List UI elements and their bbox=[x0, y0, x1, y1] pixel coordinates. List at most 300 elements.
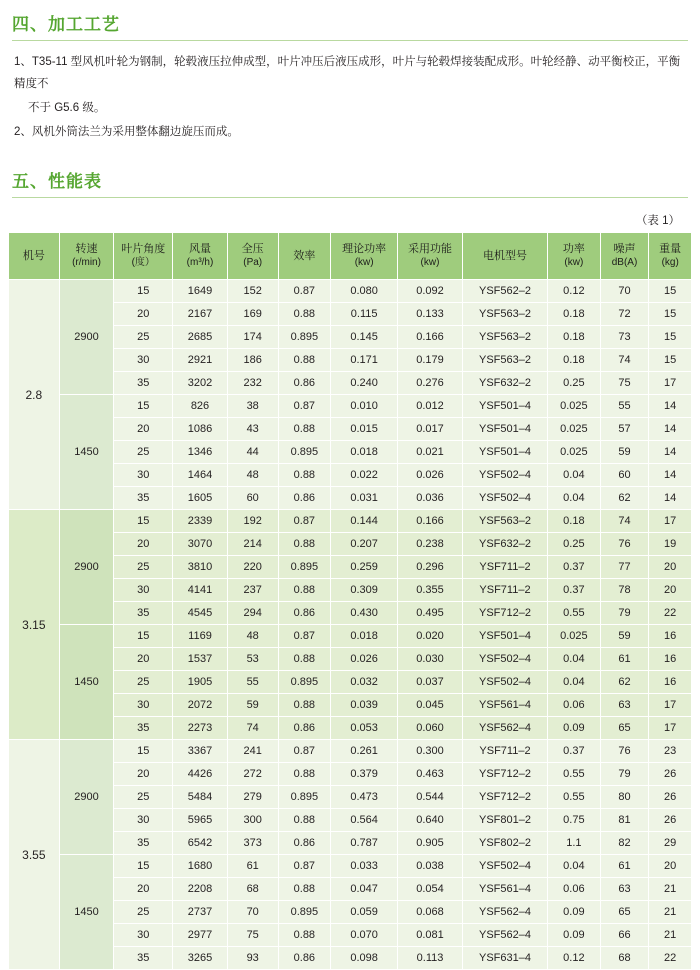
cell-theoretical-power: 0.022 bbox=[331, 464, 398, 487]
cell-rpm: 2900 bbox=[59, 510, 114, 625]
cell-flow: 826 bbox=[173, 395, 228, 418]
cell-theoretical-power: 0.031 bbox=[331, 487, 398, 510]
cell-weight: 26 bbox=[649, 809, 692, 832]
cell-blade-angle: 25 bbox=[114, 326, 173, 349]
cell-blade-angle: 30 bbox=[114, 349, 173, 372]
cell-pressure: 68 bbox=[227, 878, 278, 901]
cell-flow: 3810 bbox=[173, 556, 228, 579]
cell-flow: 1649 bbox=[173, 280, 228, 303]
cell-flow: 2977 bbox=[173, 924, 228, 947]
cell-power: 0.025 bbox=[548, 395, 601, 418]
cell-theoretical-power: 0.171 bbox=[331, 349, 398, 372]
cell-weight: 17 bbox=[649, 717, 692, 740]
cell-theoretical-power: 0.059 bbox=[331, 901, 398, 924]
cell-blade-angle: 15 bbox=[114, 625, 173, 648]
cell-theoretical-power: 0.026 bbox=[331, 648, 398, 671]
cell-adopted-power: 0.355 bbox=[398, 579, 463, 602]
col-header-flow: 风量 (m³/h) bbox=[173, 233, 228, 280]
col-header-theoretical-power: 理论功率 (kw) bbox=[331, 233, 398, 280]
cell-pressure: 60 bbox=[227, 487, 278, 510]
cell-noise: 80 bbox=[600, 786, 649, 809]
cell-pressure: 169 bbox=[227, 303, 278, 326]
cell-motor-model: YSF712–2 bbox=[462, 763, 547, 786]
cell-motor-model: YSF502–4 bbox=[462, 487, 547, 510]
cell-motor-model: YSF562–4 bbox=[462, 717, 547, 740]
cell-pressure: 220 bbox=[227, 556, 278, 579]
cell-adopted-power: 0.544 bbox=[398, 786, 463, 809]
cell-flow: 1605 bbox=[173, 487, 228, 510]
cell-theoretical-power: 0.015 bbox=[331, 418, 398, 441]
cell-motor-model: YSF561–4 bbox=[462, 878, 547, 901]
cell-motor-model: YSF711–2 bbox=[462, 579, 547, 602]
cell-adopted-power: 0.020 bbox=[398, 625, 463, 648]
cell-motor-model: YSF561–4 bbox=[462, 694, 547, 717]
cell-pressure: 272 bbox=[227, 763, 278, 786]
cell-adopted-power: 0.463 bbox=[398, 763, 463, 786]
cell-blade-angle: 35 bbox=[114, 947, 173, 970]
cell-weight: 22 bbox=[649, 602, 692, 625]
table-header bbox=[9, 233, 692, 280]
cell-power: 0.18 bbox=[548, 303, 601, 326]
cell-blade-angle: 25 bbox=[114, 556, 173, 579]
cell-flow: 3070 bbox=[173, 533, 228, 556]
cell-pressure: 48 bbox=[227, 625, 278, 648]
table-row bbox=[9, 395, 692, 418]
cell-pressure: 59 bbox=[227, 694, 278, 717]
cell-theoretical-power: 0.145 bbox=[331, 326, 398, 349]
cell-rpm: 1450 bbox=[59, 625, 114, 740]
cell-power: 0.04 bbox=[548, 671, 601, 694]
cell-adopted-power: 0.296 bbox=[398, 556, 463, 579]
cell-noise: 75 bbox=[600, 372, 649, 395]
cell-adopted-power: 0.238 bbox=[398, 533, 463, 556]
cell-power: 0.025 bbox=[548, 418, 601, 441]
cell-pressure: 300 bbox=[227, 809, 278, 832]
cell-efficiency: 0.88 bbox=[278, 418, 331, 441]
cell-blade-angle: 20 bbox=[114, 648, 173, 671]
cell-noise: 60 bbox=[600, 464, 649, 487]
cell-noise: 57 bbox=[600, 418, 649, 441]
cell-adopted-power: 0.276 bbox=[398, 372, 463, 395]
cell-blade-angle: 15 bbox=[114, 280, 173, 303]
cell-blade-angle: 25 bbox=[114, 901, 173, 924]
cell-power: 0.18 bbox=[548, 510, 601, 533]
cell-theoretical-power: 0.053 bbox=[331, 717, 398, 740]
cell-adopted-power: 0.068 bbox=[398, 901, 463, 924]
cell-pressure: 232 bbox=[227, 372, 278, 395]
cell-noise: 82 bbox=[600, 832, 649, 855]
cell-noise: 70 bbox=[600, 280, 649, 303]
cell-noise: 81 bbox=[600, 809, 649, 832]
cell-power: 0.09 bbox=[548, 924, 601, 947]
cell-motor-model: YSF711–2 bbox=[462, 556, 547, 579]
cell-theoretical-power: 0.033 bbox=[331, 855, 398, 878]
cell-noise: 65 bbox=[600, 901, 649, 924]
cell-flow: 2339 bbox=[173, 510, 228, 533]
cell-pressure: 152 bbox=[227, 280, 278, 303]
cell-blade-angle: 20 bbox=[114, 303, 173, 326]
cell-flow: 3265 bbox=[173, 947, 228, 970]
cell-weight: 15 bbox=[649, 349, 692, 372]
cell-pressure: 241 bbox=[227, 740, 278, 763]
cell-power: 0.37 bbox=[548, 740, 601, 763]
cell-flow: 1905 bbox=[173, 671, 228, 694]
cell-adopted-power: 0.081 bbox=[398, 924, 463, 947]
cell-noise: 65 bbox=[600, 717, 649, 740]
table-row bbox=[9, 510, 692, 533]
cell-motor-model: YSF801–2 bbox=[462, 809, 547, 832]
cell-model: 3.15 bbox=[9, 510, 60, 740]
cell-noise: 61 bbox=[600, 648, 649, 671]
cell-efficiency: 0.88 bbox=[278, 533, 331, 556]
cell-motor-model: YSF632–2 bbox=[462, 372, 547, 395]
cell-theoretical-power: 0.309 bbox=[331, 579, 398, 602]
cell-motor-model: YSF502–4 bbox=[462, 855, 547, 878]
cell-power: 0.18 bbox=[548, 349, 601, 372]
cell-efficiency: 0.86 bbox=[278, 602, 331, 625]
cell-weight: 29 bbox=[649, 832, 692, 855]
cell-rpm: 2900 bbox=[59, 740, 114, 855]
cell-noise: 72 bbox=[600, 303, 649, 326]
cell-flow: 2167 bbox=[173, 303, 228, 326]
cell-weight: 14 bbox=[649, 418, 692, 441]
cell-adopted-power: 0.037 bbox=[398, 671, 463, 694]
cell-power: 0.37 bbox=[548, 579, 601, 602]
cell-blade-angle: 35 bbox=[114, 832, 173, 855]
cell-theoretical-power: 0.080 bbox=[331, 280, 398, 303]
cell-flow: 4426 bbox=[173, 763, 228, 786]
cell-weight: 15 bbox=[649, 303, 692, 326]
cell-blade-angle: 25 bbox=[114, 786, 173, 809]
cell-theoretical-power: 0.070 bbox=[331, 924, 398, 947]
cell-efficiency: 0.86 bbox=[278, 717, 331, 740]
cell-power: 0.55 bbox=[548, 786, 601, 809]
cell-adopted-power: 0.030 bbox=[398, 648, 463, 671]
cell-flow: 2921 bbox=[173, 349, 228, 372]
cell-theoretical-power: 0.473 bbox=[331, 786, 398, 809]
cell-pressure: 279 bbox=[227, 786, 278, 809]
cell-weight: 22 bbox=[649, 947, 692, 970]
cell-efficiency: 0.86 bbox=[278, 947, 331, 970]
cell-efficiency: 0.87 bbox=[278, 740, 331, 763]
cell-noise: 79 bbox=[600, 763, 649, 786]
cell-weight: 26 bbox=[649, 763, 692, 786]
cell-power: 0.09 bbox=[548, 901, 601, 924]
col-header-rpm: 转速 (r/min) bbox=[59, 233, 114, 280]
table-row bbox=[9, 280, 692, 303]
cell-adopted-power: 0.166 bbox=[398, 510, 463, 533]
cell-power: 0.55 bbox=[548, 602, 601, 625]
cell-flow: 2208 bbox=[173, 878, 228, 901]
cell-efficiency: 0.86 bbox=[278, 832, 331, 855]
cell-flow: 1169 bbox=[173, 625, 228, 648]
cell-weight: 19 bbox=[649, 533, 692, 556]
cell-weight: 16 bbox=[649, 671, 692, 694]
cell-theoretical-power: 0.564 bbox=[331, 809, 398, 832]
cell-motor-model: YSF631–4 bbox=[462, 947, 547, 970]
cell-power: 0.18 bbox=[548, 326, 601, 349]
cell-weight: 14 bbox=[649, 464, 692, 487]
col-header-motor-model: 电机型号 bbox=[462, 233, 547, 280]
cell-weight: 17 bbox=[649, 510, 692, 533]
cell-motor-model: YSF501–4 bbox=[462, 625, 547, 648]
paragraph-1-continued: 不于 G5.6 级。 bbox=[28, 102, 106, 114]
cell-theoretical-power: 0.047 bbox=[331, 878, 398, 901]
cell-weight: 20 bbox=[649, 855, 692, 878]
cell-power: 0.25 bbox=[548, 372, 601, 395]
cell-flow: 1346 bbox=[173, 441, 228, 464]
cell-blade-angle: 20 bbox=[114, 878, 173, 901]
cell-efficiency: 0.895 bbox=[278, 901, 331, 924]
cell-adopted-power: 0.026 bbox=[398, 464, 463, 487]
cell-flow: 3367 bbox=[173, 740, 228, 763]
cell-power: 0.04 bbox=[548, 487, 601, 510]
cell-flow: 1680 bbox=[173, 855, 228, 878]
cell-theoretical-power: 0.207 bbox=[331, 533, 398, 556]
cell-efficiency: 0.88 bbox=[278, 763, 331, 786]
cell-adopted-power: 0.905 bbox=[398, 832, 463, 855]
cell-motor-model: YSF502–4 bbox=[462, 648, 547, 671]
cell-weight: 17 bbox=[649, 694, 692, 717]
cell-power: 0.04 bbox=[548, 648, 601, 671]
cell-pressure: 70 bbox=[227, 901, 278, 924]
cell-efficiency: 0.87 bbox=[278, 855, 331, 878]
cell-blade-angle: 35 bbox=[114, 717, 173, 740]
cell-efficiency: 0.88 bbox=[278, 878, 331, 901]
cell-adopted-power: 0.640 bbox=[398, 809, 463, 832]
cell-noise: 63 bbox=[600, 694, 649, 717]
cell-efficiency: 0.86 bbox=[278, 487, 331, 510]
cell-flow: 1086 bbox=[173, 418, 228, 441]
cell-blade-angle: 20 bbox=[114, 533, 173, 556]
cell-blade-angle: 30 bbox=[114, 464, 173, 487]
cell-efficiency: 0.86 bbox=[278, 372, 331, 395]
cell-motor-model: YSF563–2 bbox=[462, 349, 547, 372]
col-header-power: 功率 (kw) bbox=[548, 233, 601, 280]
cell-adopted-power: 0.092 bbox=[398, 280, 463, 303]
cell-weight: 15 bbox=[649, 280, 692, 303]
cell-blade-angle: 20 bbox=[114, 418, 173, 441]
cell-efficiency: 0.895 bbox=[278, 326, 331, 349]
cell-efficiency: 0.87 bbox=[278, 625, 331, 648]
cell-pressure: 55 bbox=[227, 671, 278, 694]
col-header-adopted-power: 采用功能 (kw) bbox=[398, 233, 463, 280]
cell-adopted-power: 0.060 bbox=[398, 717, 463, 740]
cell-model: 2.8 bbox=[9, 280, 60, 510]
cell-flow: 4141 bbox=[173, 579, 228, 602]
cell-theoretical-power: 0.259 bbox=[331, 556, 398, 579]
cell-efficiency: 0.895 bbox=[278, 556, 331, 579]
cell-noise: 62 bbox=[600, 487, 649, 510]
cell-pressure: 174 bbox=[227, 326, 278, 349]
cell-efficiency: 0.895 bbox=[278, 441, 331, 464]
col-header-efficiency: 效率 bbox=[278, 233, 331, 280]
cell-theoretical-power: 0.115 bbox=[331, 303, 398, 326]
cell-adopted-power: 0.038 bbox=[398, 855, 463, 878]
cell-weight: 21 bbox=[649, 901, 692, 924]
cell-adopted-power: 0.300 bbox=[398, 740, 463, 763]
col-header-blade-angle: 叶片角度 (度） bbox=[114, 233, 173, 280]
cell-power: 0.06 bbox=[548, 878, 601, 901]
cell-adopted-power: 0.036 bbox=[398, 487, 463, 510]
cell-motor-model: YSF712–2 bbox=[462, 602, 547, 625]
table-row bbox=[9, 625, 692, 648]
cell-weight: 23 bbox=[649, 740, 692, 763]
cell-pressure: 214 bbox=[227, 533, 278, 556]
cell-power: 0.04 bbox=[548, 855, 601, 878]
cell-motor-model: YSF501–4 bbox=[462, 395, 547, 418]
cell-adopted-power: 0.113 bbox=[398, 947, 463, 970]
cell-pressure: 43 bbox=[227, 418, 278, 441]
heading-divider-performance bbox=[12, 197, 688, 198]
cell-theoretical-power: 0.032 bbox=[331, 671, 398, 694]
cell-flow: 5965 bbox=[173, 809, 228, 832]
cell-pressure: 75 bbox=[227, 924, 278, 947]
cell-blade-angle: 35 bbox=[114, 602, 173, 625]
cell-rpm: 2900 bbox=[59, 280, 114, 395]
cell-noise: 63 bbox=[600, 878, 649, 901]
table-row bbox=[9, 740, 692, 763]
cell-theoretical-power: 0.039 bbox=[331, 694, 398, 717]
cell-rpm: 1450 bbox=[59, 395, 114, 510]
cell-model: 3.55 bbox=[9, 740, 60, 970]
cell-adopted-power: 0.166 bbox=[398, 326, 463, 349]
cell-weight: 14 bbox=[649, 441, 692, 464]
section-heading-processing: 四、加工工艺 bbox=[12, 15, 120, 34]
cell-motor-model: YSF502–4 bbox=[462, 464, 547, 487]
cell-pressure: 186 bbox=[227, 349, 278, 372]
cell-power: 0.025 bbox=[548, 625, 601, 648]
cell-blade-angle: 15 bbox=[114, 855, 173, 878]
cell-power: 0.75 bbox=[548, 809, 601, 832]
cell-weight: 21 bbox=[649, 878, 692, 901]
cell-blade-angle: 25 bbox=[114, 441, 173, 464]
cell-noise: 76 bbox=[600, 740, 649, 763]
cell-blade-angle: 30 bbox=[114, 694, 173, 717]
cell-weight: 20 bbox=[649, 579, 692, 602]
cell-efficiency: 0.895 bbox=[278, 671, 331, 694]
cell-motor-model: YSF501–4 bbox=[462, 418, 547, 441]
paragraph-2: 2、风机外筒法兰为采用整体翻边旋压而成。 bbox=[14, 126, 239, 138]
cell-weight: 16 bbox=[649, 648, 692, 671]
cell-efficiency: 0.88 bbox=[278, 924, 331, 947]
cell-weight: 14 bbox=[649, 487, 692, 510]
cell-weight: 20 bbox=[649, 556, 692, 579]
cell-theoretical-power: 0.098 bbox=[331, 947, 398, 970]
performance-table bbox=[8, 232, 692, 970]
cell-motor-model: YSF562–4 bbox=[462, 901, 547, 924]
cell-weight: 21 bbox=[649, 924, 692, 947]
cell-adopted-power: 0.179 bbox=[398, 349, 463, 372]
cell-motor-model: YSF563–2 bbox=[462, 326, 547, 349]
cell-blade-angle: 15 bbox=[114, 510, 173, 533]
cell-power: 0.55 bbox=[548, 763, 601, 786]
cell-weight: 17 bbox=[649, 372, 692, 395]
col-header-model: 机号 bbox=[9, 233, 60, 280]
cell-power: 0.025 bbox=[548, 441, 601, 464]
cell-noise: 73 bbox=[600, 326, 649, 349]
cell-flow: 2737 bbox=[173, 901, 228, 924]
cell-efficiency: 0.87 bbox=[278, 510, 331, 533]
cell-weight: 16 bbox=[649, 625, 692, 648]
cell-theoretical-power: 0.240 bbox=[331, 372, 398, 395]
cell-flow: 2273 bbox=[173, 717, 228, 740]
cell-adopted-power: 0.045 bbox=[398, 694, 463, 717]
table-header-row bbox=[9, 233, 692, 280]
cell-blade-angle: 15 bbox=[114, 740, 173, 763]
cell-motor-model: YSF562–2 bbox=[462, 280, 547, 303]
cell-adopted-power: 0.021 bbox=[398, 441, 463, 464]
cell-noise: 55 bbox=[600, 395, 649, 418]
cell-flow: 2072 bbox=[173, 694, 228, 717]
cell-blade-angle: 20 bbox=[114, 763, 173, 786]
cell-efficiency: 0.88 bbox=[278, 809, 331, 832]
cell-adopted-power: 0.012 bbox=[398, 395, 463, 418]
cell-noise: 61 bbox=[600, 855, 649, 878]
cell-adopted-power: 0.133 bbox=[398, 303, 463, 326]
cell-pressure: 373 bbox=[227, 832, 278, 855]
cell-efficiency: 0.895 bbox=[278, 786, 331, 809]
cell-flow: 2685 bbox=[173, 326, 228, 349]
cell-theoretical-power: 0.144 bbox=[331, 510, 398, 533]
table-row bbox=[9, 855, 692, 878]
table-caption: （表 1） bbox=[635, 215, 680, 227]
cell-flow: 4545 bbox=[173, 602, 228, 625]
cell-efficiency: 0.88 bbox=[278, 648, 331, 671]
cell-noise: 76 bbox=[600, 533, 649, 556]
cell-noise: 59 bbox=[600, 625, 649, 648]
cell-motor-model: YSF711–2 bbox=[462, 740, 547, 763]
cell-blade-angle: 30 bbox=[114, 924, 173, 947]
cell-efficiency: 0.88 bbox=[278, 694, 331, 717]
cell-pressure: 192 bbox=[227, 510, 278, 533]
cell-efficiency: 0.87 bbox=[278, 280, 331, 303]
cell-blade-angle: 30 bbox=[114, 809, 173, 832]
cell-pressure: 93 bbox=[227, 947, 278, 970]
cell-rpm: 1450 bbox=[59, 855, 114, 970]
cell-pressure: 48 bbox=[227, 464, 278, 487]
cell-motor-model: YSF802–2 bbox=[462, 832, 547, 855]
col-header-weight: 重量 (kg) bbox=[649, 233, 692, 280]
cell-pressure: 74 bbox=[227, 717, 278, 740]
cell-flow: 1537 bbox=[173, 648, 228, 671]
cell-motor-model: YSF563–2 bbox=[462, 510, 547, 533]
cell-weight: 14 bbox=[649, 395, 692, 418]
heading-divider-processing bbox=[12, 40, 688, 41]
cell-weight: 26 bbox=[649, 786, 692, 809]
cell-noise: 74 bbox=[600, 510, 649, 533]
cell-efficiency: 0.88 bbox=[278, 579, 331, 602]
cell-flow: 1464 bbox=[173, 464, 228, 487]
cell-power: 0.09 bbox=[548, 717, 601, 740]
cell-efficiency: 0.88 bbox=[278, 349, 331, 372]
cell-blade-angle: 15 bbox=[114, 395, 173, 418]
cell-pressure: 237 bbox=[227, 579, 278, 602]
cell-motor-model: YSF563–2 bbox=[462, 303, 547, 326]
cell-pressure: 44 bbox=[227, 441, 278, 464]
cell-pressure: 53 bbox=[227, 648, 278, 671]
cell-theoretical-power: 0.018 bbox=[331, 625, 398, 648]
table-body bbox=[9, 280, 692, 970]
cell-efficiency: 0.88 bbox=[278, 303, 331, 326]
cell-power: 0.37 bbox=[548, 556, 601, 579]
cell-pressure: 38 bbox=[227, 395, 278, 418]
cell-flow: 5484 bbox=[173, 786, 228, 809]
col-header-noise: 噪声 dB(A) bbox=[600, 233, 649, 280]
cell-motor-model: YSF501–4 bbox=[462, 441, 547, 464]
cell-theoretical-power: 0.430 bbox=[331, 602, 398, 625]
cell-blade-angle: 30 bbox=[114, 579, 173, 602]
